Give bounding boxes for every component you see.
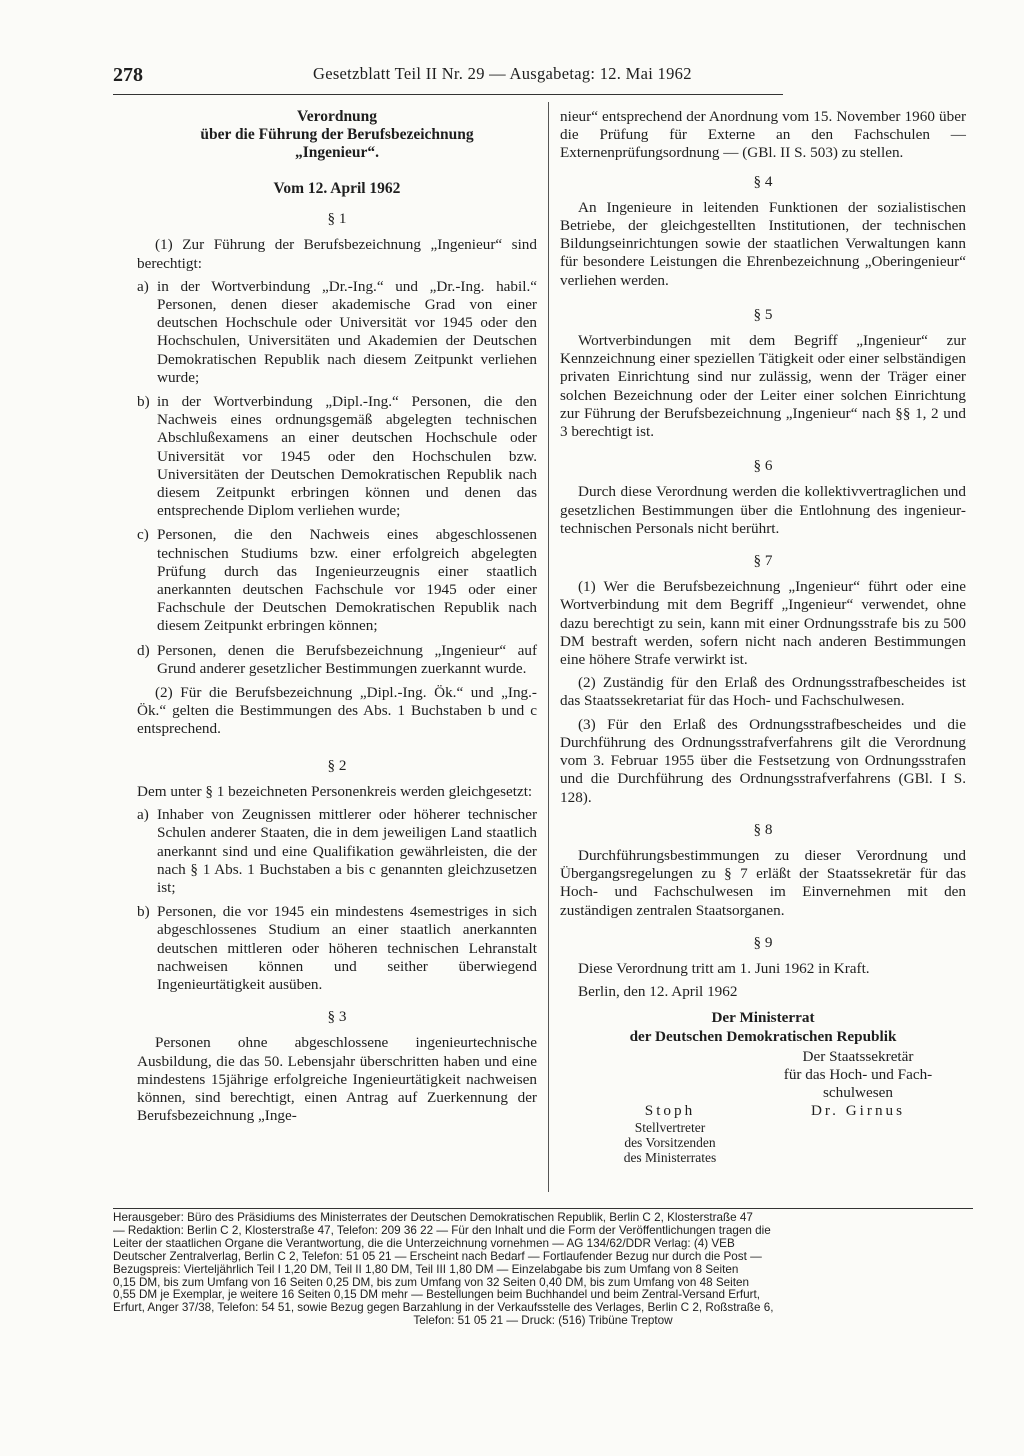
list-label: b) [137,903,150,921]
list-text: Personen, die vor 1945 ein mindestens 4semestriges in sich abgeschlossenes Studium an einer staatlich anerkannten deutschen mittleren oder höheren technischen Lehranstalt nachweisen können und seither überwiegend Ingenieurtätigkeit ausüben. [157,903,537,993]
page-number: 278 [113,64,143,86]
paragraph: Durch diese Verordnung werden die kollektivvertraglichen und gesetzlichen Bestimmungen über die Entlohnung des ingenieur-technischen Personals nicht berührt. [560,483,966,537]
title-line: über die Führung der Berufsbezeichnung [200,126,474,143]
list-text: Personen, die den Nachweis eines abgeschlossenen technischen Studiums bzw. einer erfolgreich abgelegten Prüfung durch das Ingenieurzeugnis einer staatlich anerkannten deutschen Fachschule vor 1945 oder einer Fachschule der Deutschen Demokratischen Republik nach diesem Zeitpunkt erbringen können; [157,526,537,635]
paragraph: (3) Für den Erlaß des Ordnungsstrafbescheides und die Durchführung des Ordnungsstrafverfahrens gilt die Verordnung vom 3. Februar 1955 über die Festsetzung von Ordnungsstrafen und die Durchführung des Ordnungsstrafverfahrens (GBl. I S. 128). [560,715,966,806]
paragraph: Diese Verordnung tritt am 1. Juni 1962 in Kraft. [578,959,870,977]
deputy-signature [600,1102,740,1165]
list-item [137,903,537,994]
signature-block [560,1047,966,1165]
footer-line: — Redaktion: Berlin C 2, Klosterstraße 47, Telefon: 209 36 22 — Für den Inhalt und die Form der Veröffentlichungen tragen die [113,1223,771,1237]
footer-line: Telefon: 51 05 21 — Druck: (516) Tribüne Treptow [413,1314,673,1328]
footer-line: Bezugspreis: Vierteljährlich Teil I 1,20 DM, Teil II 1,80 DM, Teil III 1,80 DM — Einzelabgabe bis zum Umfang von 8 Seiten [113,1262,739,1276]
column-divider [548,102,549,1192]
list-label: b) [137,393,150,411]
section-heading: § 5 [753,305,773,323]
footer-line: Erfurt, Anger 37/38, Telefon: 54 51, sowie Bezug gegen Barzahlung in der Verkaufsstelle des Verlages, Berlin C 2, Roßstraße 6, [113,1301,774,1315]
signatory-organization [560,1009,966,1045]
list-item [137,642,537,678]
title-line: Verordnung [296,108,378,125]
title-line: „Ingenieur“. [295,144,379,161]
publisher-footer [113,1212,973,1328]
page-header [113,60,973,90]
section-heading: § 9 [753,933,773,951]
secretary-signature [758,1048,958,1121]
paragraph: (2) Zuständig für den Erlaß des Ordnungsstrafbescheides ist das Staatssekretariat für das Hoch- und Fachschulwesen. [560,674,966,710]
secretary-name: Dr. Girnus [810,1102,906,1120]
list-text: Personen, denen die Berufsbezeichnung „Ingenieur“ auf Grund anderer gesetzlicher Bestimmungen zuerkannt wurde. [157,641,537,677]
secretary-title-line: Der Staatssekretär [802,1047,914,1065]
place-date: Berlin, den 12. April 1962 [578,983,738,1001]
list-item [137,806,537,897]
paragraph: Personen ohne abgeschlossene ingenieurtechnische Ausbildung, die das 50. Lebensjahr überschritten haben und eine mindestens 15jährige erfolgreiche Ingenieurtätigkeit nachweisen können, sind berechtigt, einen Antrag auf Zuerkennung der Berufsbezeichnung „Inge- [137,1034,537,1125]
list-label: a) [137,806,149,824]
list-label: a) [137,277,149,295]
signatory-org-line: der Deutschen Demokratischen Republik [629,1027,897,1045]
right-column [560,108,966,1165]
paragraph: (1) Zur Führung der Berufsbezeichnung „Ingenieur“ sind berechtigt: [137,236,537,272]
paragraph: (1) Wer die Berufsbezeichnung „Ingenieur“ führt oder eine Wortverbindung mit dem Begriff „Ingenieur“ verwendet, ohne dazu berechtigt zu sein, kann mit einer Ordnungsstrafe bis zu 500 DM bestraft werden, sofern nicht nach anderen Bestimmungen eine höhere Strafe verwirkt ist. [560,578,966,669]
footer-line: Leiter der staatlichen Organe die Verantwortung, die die Unterzeichnung vornehmen — AG 134/62/DDR Verlag: (4) VEB [113,1236,735,1250]
list-text: Inhaber von Zeugnissen mittlerer oder höherer technischer Schulen anderer Staaten, die in dem jeweiligen Land staatlich anerkannt sind und eine Qualifikation gewährleisten, die der nach § 1 Abs. 1 Buchstaben a bis c genannten gleichzusetzen ist; [157,806,537,896]
header-title: Gesetzblatt Teil II Nr. 29 — Ausgabetag: 12. Mai 1962 [313,64,692,83]
signatory-org-line: Der Ministerrat [711,1009,815,1027]
section-heading: § 7 [753,552,773,570]
paragraph: Wortverbindungen mit dem Begriff „Ingenieur“ zur Kennzeichnung einer speziellen Tätigkeit oder einer selbständigen privaten Einrichtung sind nur zulässig, wenn der Träger einer solchen Bezeichnung oder der Leiter einer solchen Einrichtung zur Führung der Berufsbezeichnung „Ingenieur“ nach §§ 1, 2 und 3 berechtigt ist. [560,332,966,441]
deputy-title-line: des Vorsitzenden [624,1134,716,1150]
list-text: in der Wortverbindung „Dr.-Ing.“ und „Dr.-Ing. habil.“ Personen, denen dieser akademische Grad von einer deutschen Hochschule oder Universität vor 1945 oder den Hochschulen, Universitäten und Akademien der Deutschen Demokratischen Republik nach diesem Zeitpunkt verliehen wurde; [157,277,537,386]
paragraph: An Ingenieure in leitenden Funktionen der sozialistischen Betriebe, der gleichgestellten Institutionen, der technischen Bildungseinrichtungen sowie der staatlichen Verwaltungen kann für besondere Leistungen die Ehrenbezeichnung „Oberingenieur“ verliehen werden. [560,198,966,289]
header-rule [113,94,783,95]
deputy-title-line: Stellvertreter [634,1119,706,1135]
footer-line: 0,15 DM, bis zum Umfang von 16 Seiten 0,25 DM, bis zum Umfang von 32 Seiten 0,40 DM, bis zum Umfang von 48 Seiten [113,1275,749,1289]
left-column [137,108,537,1130]
section-heading: § 6 [753,457,773,475]
paragraph: Durchführungsbestimmungen zu dieser Verordnung und Übergangsregelungen zu § 7 erläßt der Staatssekretär für das Hoch- und Fachschulwesen im Einvernehmen mit den zuständigen zentralen Staatsorganen. [560,846,966,919]
paragraph: Dem unter § 1 bezeichneten Personenkreis werden gleichgesetzt: [137,782,533,800]
list-item [137,278,537,387]
deputy-title-line: des Ministerrates [623,1149,717,1165]
list-item [137,393,537,520]
list-text: in der Wortverbindung „Dipl.-Ing.“ Personen, die den Nachweis eines ordnungsgemäß abgelegten technischen Abschlußexamens an einer deutschen Hochschule oder Universität vor 1945 oder den Hochschulen bzw. Universitäten der Deutschen Demokratischen Republik nach diesem Zeitpunkt erbringen können und denen das entsprechende Diplom verliehen wurde; [157,393,537,520]
footer-line: Herausgeber: Büro des Präsidiums des Ministerrates der Deutschen Demokratischen Republik, Berlin C 2, Klosterstraße 47 [113,1211,753,1224]
paragraph: nieur“ entsprechend der Anordnung vom 15. November 1960 über die Prüfung für Externe an den Fachschulen — Externenprüfungsordnung — (GBl. II S. 503) zu stellen. [560,108,966,162]
list-label: c) [137,526,149,544]
paragraph: (2) Für die Berufsbezeichnung „Dipl.-Ing. Ök.“ und „Ing.-Ök.“ gelten die Bestimmungen des Abs. 1 Buchstaben b und c entsprechend. [137,684,537,738]
secretary-title-line: für das Hoch- und Fach- [783,1065,933,1083]
footer-line: Deutscher Zentralverlag, Berlin C 2, Telefon: 51 05 21 — Erscheint nach Bedarf — Fortlaufender Bezug nur durch die Post — [113,1249,762,1263]
footer-line: 0,55 DM je Exemplar, je weitere 16 Seiten 0,15 DM mehr — Bestellungen beim Buchhandel und beim Zentral-Versand Erfurt, [113,1288,761,1302]
deputy-name: Stoph [644,1101,696,1119]
footer-rule [113,1208,973,1209]
section-heading: § 1 [327,210,347,228]
list-label: d) [137,641,150,659]
section-heading: § 8 [753,820,773,838]
list-item [137,526,537,635]
section-heading: § 2 [327,756,347,774]
document-date: Vom 12. April 1962 [273,180,401,197]
section-heading: § 4 [753,172,773,190]
document-title [137,108,537,162]
section-heading: § 3 [327,1008,347,1026]
secretary-title-line: schulwesen [822,1084,893,1102]
